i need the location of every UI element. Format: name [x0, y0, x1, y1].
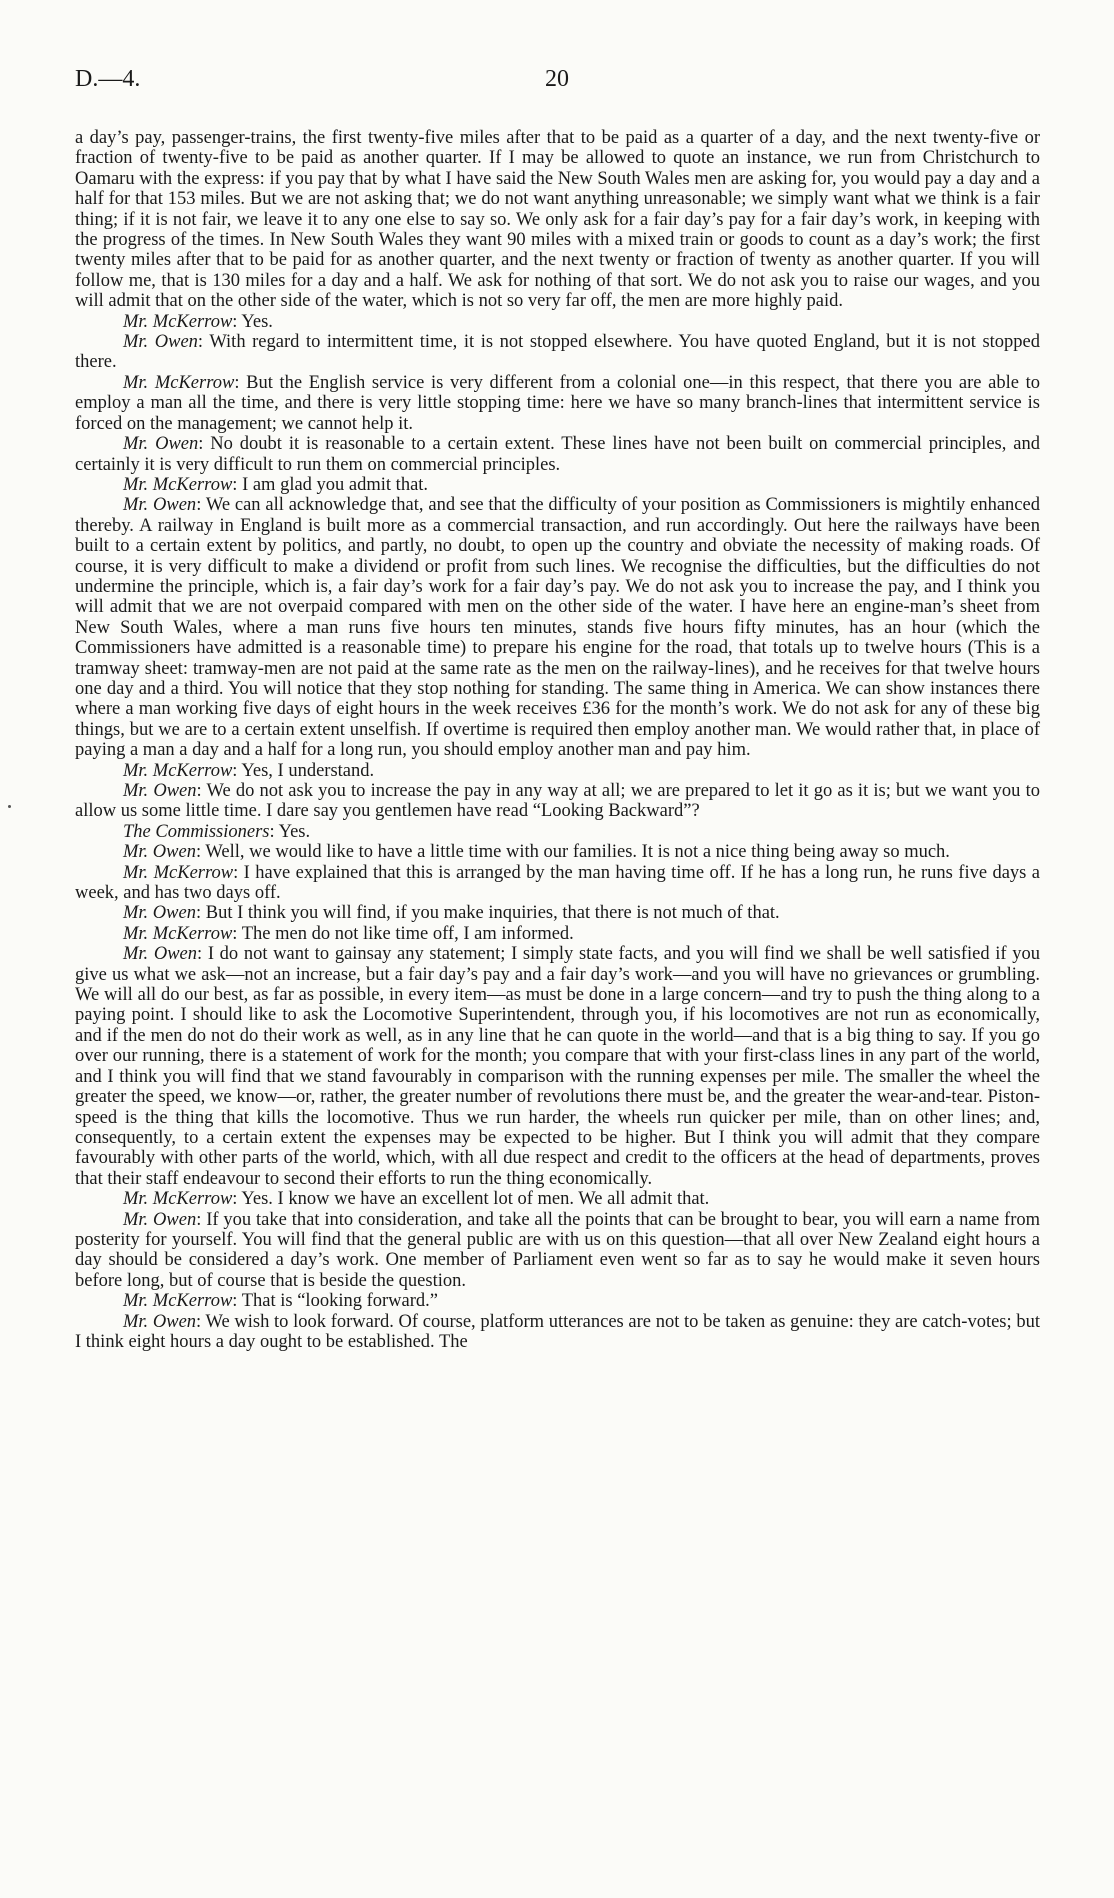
- dialogue-paragraph: [75, 863, 1040, 904]
- paragraph-text: I do not want to gainsay any statement; I simply state facts, and you will find we shall be well satisfied if you give us what we ask—not an increase, but a fair day’s pay and a fair day’s work—and you will have no grievances or grumbling. We will all do our best, as far as possible, in every item—as must be done in a large concern—and try to push the thing along to a paying point. I should like to ask the Locomotive Superintendent, through you, if his locomotives are not run as economically, and if the men do not do their work as well, as in any line that he can quote in the world—and that is a big thing to say. If you go over our running, there is a statement of work for the month; you compare that with your first-class lines in any part of the world, and I think you will find that we stand favourably in comparison with the running expenses per mile. The smaller the wheel the greater the speed, we know—or, rather, the greater number of revolutions there must be, and the greater the wear-and-tear. Piston-speed is the thing that kills the locomotive. Thus we run harder, the wheels run quicker per mile, than on other lines; and, consequently, to a certain extent the expenses may be expected to be higher. But I think you will admit that they compare favourably with other parts of the world, which, with all due respect and credit to the officers at the head of departments, proves that their staff endeavour to second their efforts to run the thing economically.: [75, 944, 1040, 1189]
- continued-paragraph: [75, 128, 1040, 312]
- paragraph-text: Yes.: [278, 821, 311, 842]
- speaker-name: Mr. McKerrow: [123, 760, 233, 781]
- speaker-name: Mr. Owen: [123, 781, 197, 801]
- dialogue-paragraph: [75, 944, 1040, 1189]
- speaker-separator: :: [232, 1189, 242, 1210]
- running-head: [75, 66, 1039, 96]
- paragraph-text: I have explained that this is arranged by the man having time off. If he has a long run, he runs five days a week, and has two days off.: [75, 862, 1041, 904]
- dialogue-paragraph: [75, 495, 1040, 760]
- dialogue-paragraph: [75, 373, 1040, 434]
- speaker-name: Mr. Owen: [123, 332, 198, 353]
- paragraph-text: Yes. I know we have an excellent lot of men. We all admit that.: [241, 1189, 710, 1210]
- dialogue-paragraph: [75, 1291, 1040, 1311]
- speaker-separator: :: [233, 862, 244, 883]
- speaker-name: Mr. McKerrow: [123, 1291, 233, 1312]
- dialogue-paragraph: [75, 332, 1040, 373]
- speaker-name: Mr. McKerrow: [123, 474, 233, 495]
- dialogue-paragraph: [75, 781, 1040, 822]
- speaker-name: Mr. Owen: [123, 1311, 197, 1332]
- paragraph-text: Yes.: [241, 311, 273, 332]
- dialogue-paragraph: [75, 924, 1040, 944]
- speaker-separator: :: [196, 1311, 206, 1332]
- document-body: [75, 128, 1040, 1352]
- speaker-name: Mr. Owen: [123, 434, 199, 455]
- speaker-separator: :: [198, 434, 211, 455]
- speaker-name: Mr. McKerrow: [123, 923, 233, 944]
- dialogue-paragraph: [75, 1312, 1040, 1353]
- paragraph-text: No doubt it is reasonable to a certain extent. These lines have not been built on commercial principles, and certainly it is very difficult to run them on commercial principles.: [75, 434, 1040, 475]
- speaker-separator: :: [232, 760, 242, 781]
- dialogue-paragraph: [75, 434, 1040, 475]
- speaker-separator: :: [234, 372, 247, 393]
- speaker-separator: :: [196, 1209, 207, 1230]
- paragraph-text: We can all acknowledge that, and see that the difficulty of your position as Commissioners is mightily enhanced thereby. A railway in England is built more as a commercial transaction, and run accordingly. Out here the railways have been built to a certain extent by politics, and partly, no doubt, to open up the country and obviate the necessity of making roads. Of course, it is very difficult to make a dividend or profit from such lines. We recognise the difficulties, but the difficulties do not undermine the principle, which is, a fair day’s work for a fair day’s pay. We do not ask you to increase the pay, and I think you will admit that we are not overpaid compared with men on the other side of the water. I have here an engine-man’s sheet from New South Wales, where a man runs five hours ten minutes, stands five hours fifty minutes, has an hour (which the Commissioners have admitted is a reasonable time) to prepare his engine for the road, that totals up to twelve hours (This is a tramway sheet: tramway-men are not paid at the same rate as the men on the railway-lines), and he receives for that twelve hours one day and a third. You will notice that they stop nothing for standing. The same thing in America. We can show instances there where a man working five days of eight hours in the week receives £36 for the month’s work. We do not ask for any of these big things, but we are to a certain extent unselfish. If overtime is required then employ another man. We would rather that, in place of paying a man a day and a half for a long run, you should employ another man and pay him.: [75, 495, 1040, 761]
- series-reference: D.—4.: [75, 66, 141, 92]
- speaker-separator: :: [196, 495, 206, 516]
- speaker-name: Mr. Owen: [123, 842, 196, 863]
- speaker-name: Mr. Owen: [123, 944, 198, 965]
- speaker-name: The Commissioners: [123, 821, 270, 842]
- speaker-separator: :: [232, 311, 242, 332]
- speaker-separator: :: [232, 923, 242, 944]
- paragraph-text: Well, we would like to have a little time with our families. It is not a nice thing being away so much.: [205, 842, 950, 863]
- dialogue-paragraph: [75, 475, 1040, 495]
- paragraph-text: If you take that into consideration, and take all the points that can be brought to bear, you will earn a name from posterity for yourself. You will find that the general public are with us on this question—that all over New Zealand eight hours a day should be considered a day’s work. One member of Parliament even went so far as to say he would make it seven hours before long, but of course that is beside the question.: [75, 1209, 1040, 1291]
- speaker-name: Mr. McKerrow: [123, 372, 235, 393]
- speaker-name: Mr. Owen: [123, 903, 196, 924]
- speaker-name: Mr. McKerrow: [123, 311, 233, 332]
- margin-mark: [8, 805, 11, 808]
- dialogue-paragraph: [75, 842, 1040, 862]
- page-number: 20: [545, 66, 569, 92]
- speaker-separator: :: [232, 474, 243, 495]
- speaker-separator: :: [195, 903, 206, 924]
- speaker-separator: :: [196, 781, 207, 801]
- dialogue-paragraph: [75, 761, 1040, 781]
- speaker-name: Mr. Owen: [123, 1209, 197, 1230]
- paragraph-text: We wish to look forward. Of course, platform utterances are not to be taken as genuine: they are catch-votes; but I think eight hours a day ought to be established. The: [75, 1311, 1040, 1352]
- paragraph-text: The men do not like time off, I am informed.: [241, 923, 574, 944]
- paragraph-text: But the English service is very different from a colonial one—in this respect, that there you are able to employ a man all the time, and there is very little stopping time: here we have so many branch-lines that intermittent service is forced on the management; we cannot help it.: [75, 372, 1040, 434]
- dialogue-paragraph: [75, 822, 1040, 842]
- speaker-name: Mr. McKerrow: [123, 862, 234, 883]
- paragraph-text: But I think you will find, if you make inquiries, that there is not much of that.: [205, 903, 780, 924]
- paragraph-text: I am glad you admit that.: [242, 474, 429, 495]
- dialogue-paragraph: [75, 312, 1040, 332]
- speaker-separator: :: [232, 1291, 242, 1312]
- speaker-name: Mr. McKerrow: [123, 1189, 233, 1210]
- speaker-separator: :: [197, 332, 210, 353]
- paragraph-text: That is “looking forward.”: [241, 1291, 438, 1312]
- paragraph-text: a day’s pay, passenger-trains, the first twenty-five miles after that to be paid as a quarter of a day, and the next twenty-five or fraction of twenty-five to be paid as another quarter. If I may be allowed to quote an instance, we run from Christchurch to Oamaru with the express: if you pay that by what I have said the New South Wales men are asking for, you would pay a day and a half for that 153 miles. But we are not asking that; we do not want anything unreasonable; we simply want what we think is a fair thing; if it is not fair, we leave it to any one else to say so. We only ask for a fair day’s pay for a fair day’s work, in keeping with the progress of the times. In New South Wales they want 90 miles with a mixed train or goods to count as a day’s work; the first twenty miles after that to be paid for as another quarter, and the next twenty or fraction of twenty as another quarter. If you will follow me, that is 130 miles for a day and a half. We ask for nothing of that sort. We do not ask you to raise our wages, and you will admit that on the other side of the water, which is not so very far off, the men are more highly paid.: [75, 128, 1040, 312]
- dialogue-paragraph: [75, 1189, 1040, 1209]
- paragraph-text: With regard to intermittent time, it is not stopped elsewhere. You have quoted England, but it is not stopped there.: [75, 332, 1040, 373]
- paragraph-text: We do not ask you to increase the pay in any way at all; we are prepared to let it go as it is; but we want you to allow us some little time. I dare say you gentlemen have read “Looking Backward”?: [75, 781, 1040, 822]
- dialogue-paragraph: [75, 903, 1040, 923]
- speaker-separator: :: [195, 842, 206, 863]
- dialogue-paragraph: [75, 1210, 1040, 1292]
- speaker-name: Mr. Owen: [123, 495, 197, 516]
- speaker-separator: :: [269, 821, 279, 842]
- paragraph-text: Yes, I understand.: [241, 760, 375, 781]
- speaker-separator: :: [197, 944, 208, 965]
